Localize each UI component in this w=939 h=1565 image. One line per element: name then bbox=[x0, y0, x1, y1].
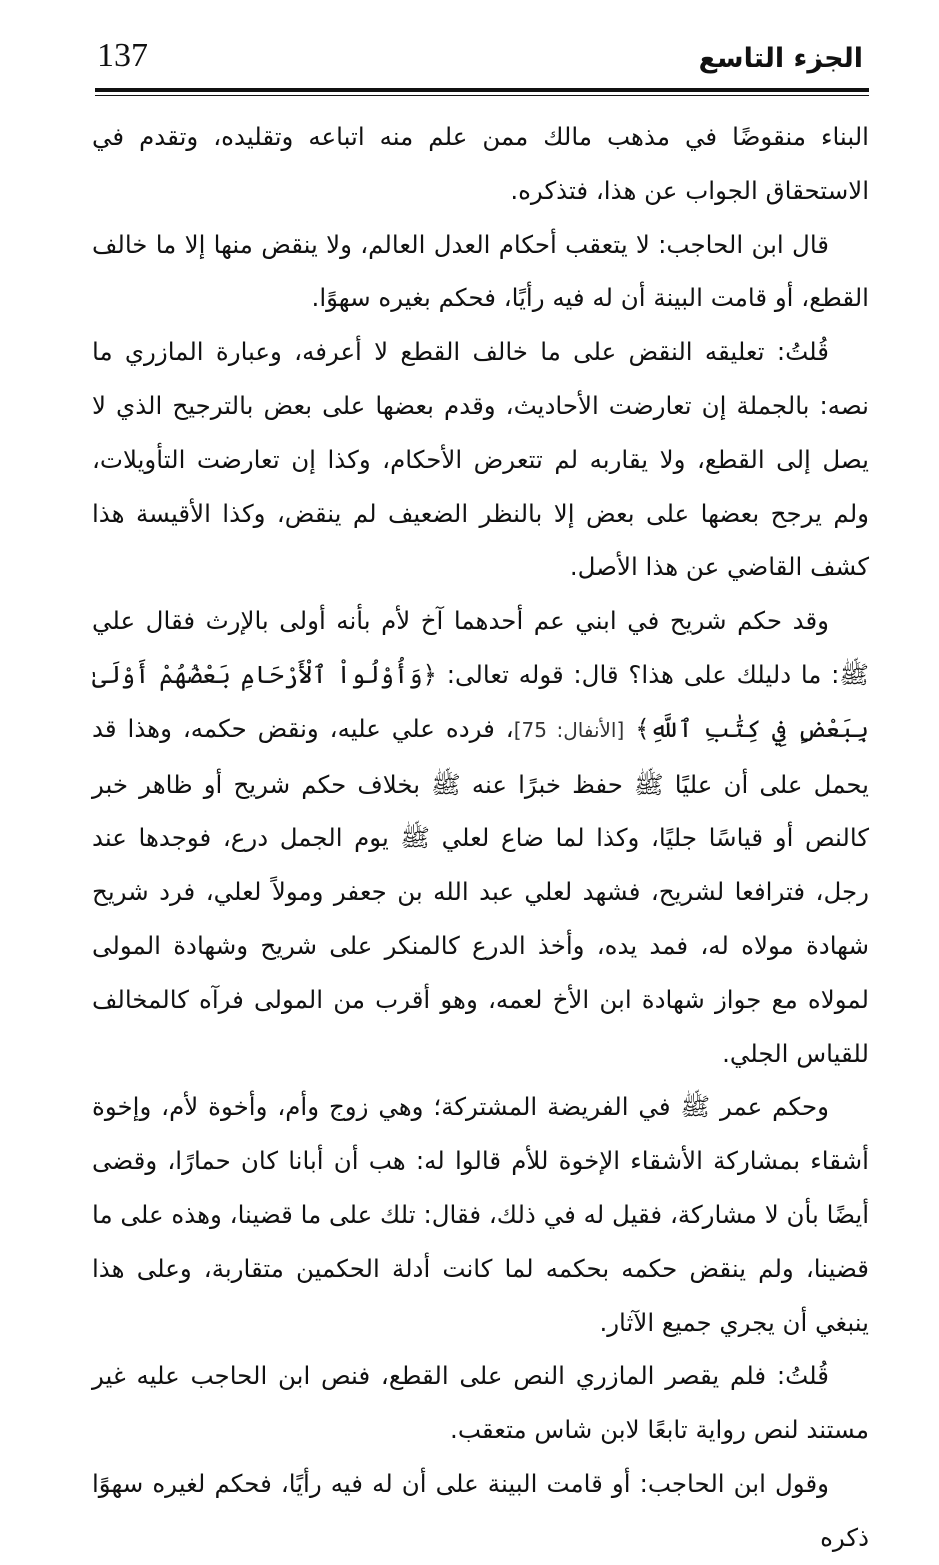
header-rule-thick bbox=[95, 88, 869, 92]
running-title: الجزء التاسع bbox=[698, 43, 863, 74]
paragraph: البناء منقوضًا في مذهب مالك ممن علم منه اتباعه وتقليده، وتقدم في الاستحقاق الجواب عن هذا، فتذكره. bbox=[92, 122, 869, 205]
paragraph-with-quote bbox=[92, 594, 869, 1080]
page-header bbox=[95, 36, 869, 86]
paragraph-text: ، فرده علي عليه، ونقض حكمه، وهذا قد يحمل على أن عليًا ﷺ حفظ خبرًا عنه ﷺ بخلاف حكم شريح أو ظاهر خبر كالنص أو قياسًا جليًا، وكذا لما ضاع لعلي ﷺ يوم الجمل درع، فوجدها عند رجل، فترافعا لشريح، فشهد لعلي عبد الله بن جعفر ومولاً لعلي، فرد شريح شهادة مولاه له، فمد يده، وأخذ الدرع كالمنكر على شريح وشهادة المولى لمولاه مع جواز شهادة ابن الأخ لعمه، وهو أقرب من المولى فرآه كالمخالف للقياس الجلي. bbox=[92, 713, 869, 1068]
page-number: 137 bbox=[97, 37, 148, 74]
verse-citation: [الأنفال: 75] bbox=[513, 717, 625, 742]
quran-quote: ﴿وَأُوْلُواْ ٱلْأَرْحَامِ بَعْضُهُمْ أَوْلَىٰ بِبَعْضٍ فِي كِتَٰبِ ٱللَّهِ﴾ bbox=[92, 659, 870, 743]
paragraph: وحكم عمر ﷺ في الفريضة المشتركة؛ وهي زوج وأم، وأخوة لأم، وإخوة أشقاء بمشاركة الأشقاء الإخوة للأم قالوا له: هب أن أبانا كان حمارًا، وقضى أيضًا بأن لا مشاركة، فقيل له في ذلك، فقال: تلك على ما قضينا، وهذه على ما قضينا، ولم ينقض حكمه بحكمه لما كانت أدلة الحكمين متقاربة، وعلى هذا ينبغي أن يجري جميع الآثار. bbox=[92, 1092, 869, 1337]
paragraph: قُلتُ: تعليقه النقض على ما خالف القطع لا أعرفه، وعبارة المازري ما نصه: بالجملة إن تعارضت الأحاديث، وقدم بعضها على بعض بالترجيح الذي لا يصل إلى القطع، ولا يقاربه لم تتعرض الأحكام، وكذا إن تعارضت التأويلات، ولم يرجح بعضها على بعض إلا بالنظر الضعيف لم ينقض، وكذا الأقيسة هذا كشف القاضي عن هذا الأصل. bbox=[92, 337, 869, 582]
paragraph: قُلتُ: فلم يقصر المازري النص على القطع، فنص ابن الحاجب عليه غير مستند لنص رواية تابعًا لابن شاس متعقب. bbox=[92, 1361, 869, 1445]
paragraph: قال ابن الحاجب: لا يتعقب أحكام العدل العالم، ولا ينقض منها إلا ما خالف القطع، أو قامت البينة أن له فيه رأيًا، فحكم بغيره سهوًا. bbox=[92, 229, 869, 313]
body-text bbox=[92, 110, 869, 1565]
paragraph-text: وقد حكم شريح في ابني عم أحدهما آخ لأم بأنه أولى بالإرث فقال علي ﷺ: ما دليلك على هذا؟ قال: قوله تعالى: bbox=[92, 606, 870, 689]
header-rule-thin bbox=[95, 95, 869, 96]
paragraph: وقول ابن الحاجب: أو قامت البينة على أن له فيه رأيًا، فحكم لغيره سهوًا ذكره bbox=[92, 1468, 869, 1552]
